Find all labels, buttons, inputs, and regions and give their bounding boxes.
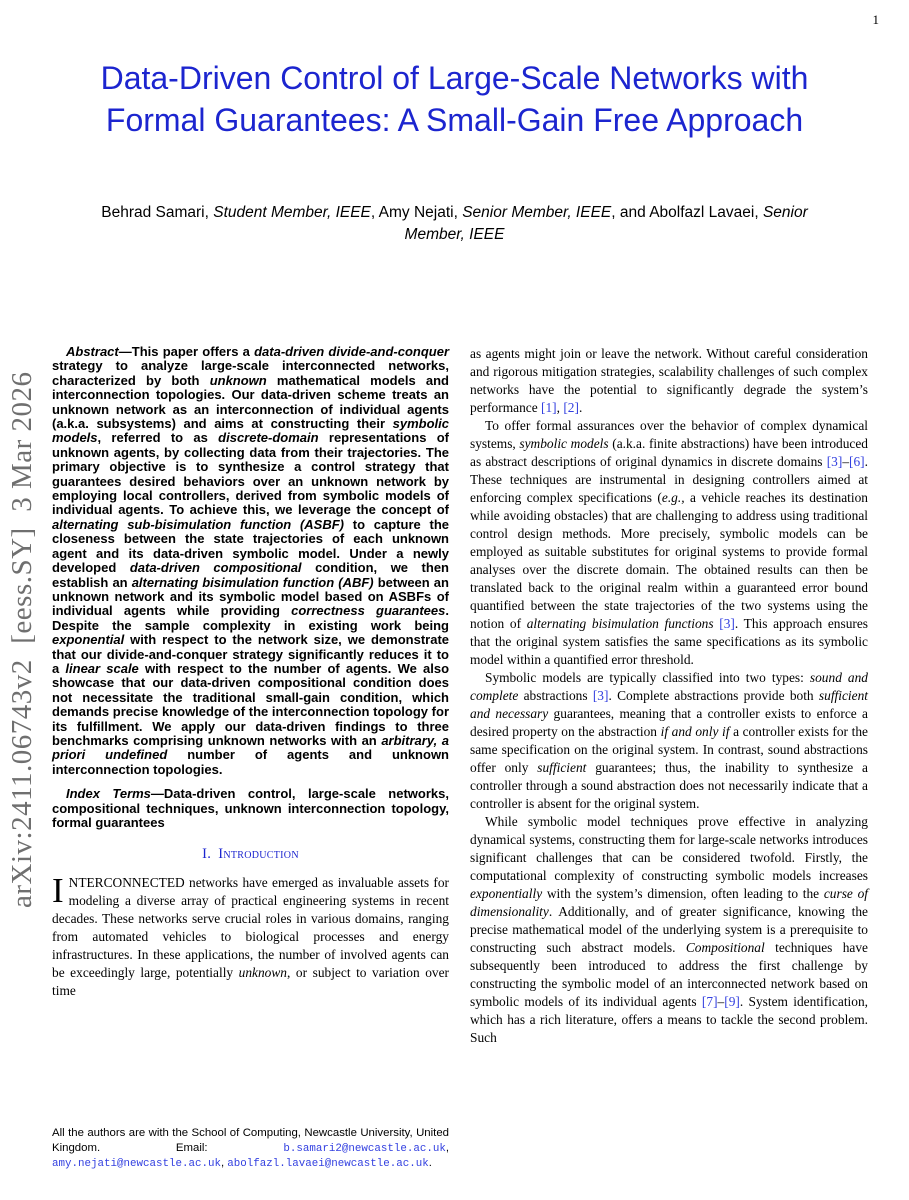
- text-run: linear scale: [65, 660, 139, 676]
- text-run: .: [578, 400, 583, 415]
- citation-link[interactable]: [3]: [592, 688, 609, 703]
- text-run: Student Member, IEEE: [213, 204, 371, 221]
- text-run: Compositional: [685, 940, 765, 955]
- text-run: . Additionally, and of greater significance, knowing the precise mathematical model of the underlying system is a prerequisite to constructing such abstract models.: [470, 904, 868, 955]
- text-run: alternating bisimulation function (ABF): [131, 574, 374, 590]
- text-run: e.g.,: [661, 490, 685, 505]
- text-run: alternating bisimulation functions: [526, 616, 714, 631]
- text-run: a controller exists for the same specification on the original system. In contrast, sound abstractions offer only: [470, 724, 868, 775]
- text-run: techniques have subsequently been introduced to address the first challenge by constructing the symbolic model of an interconnected network based on symbolic models of its individual agents: [470, 940, 868, 1009]
- text-run: exponential: [52, 632, 125, 648]
- text-run: condition, we then establish an: [52, 560, 449, 590]
- text-run: . Despite the sample complexity in existing work being: [52, 603, 449, 633]
- text-run: Index Terms: [66, 786, 151, 802]
- section-heading-introduction: [52, 846, 449, 863]
- text-run: representations of unknown agents, by collecting data from their trajectories. The primary objective is to synthesize a control strategy that guarantees desired behaviors over an unknown network by employing local controllers, derived from symbolic models of individual agents. To achieve this, we leverage the concept of: [52, 430, 449, 518]
- page-number: 1: [872, 12, 879, 27]
- text-run: ,: [220, 1157, 228, 1169]
- email-link[interactable]: abolfazl.lavaei@newcastle.ac.uk: [227, 1158, 429, 1170]
- citation-link[interactable]: [3]: [719, 616, 735, 631]
- text-run: . This approach ensures that the original system satisfies the same specifications as its symbolic model within a quantified error threshold.: [470, 616, 869, 667]
- column-left: [52, 345, 449, 1000]
- text-run: between an unknown network and its symbolic model based on ASBFs of individual agents while providing: [52, 574, 449, 619]
- column-right: [470, 345, 868, 1047]
- text-run: exponentially: [470, 886, 543, 901]
- paper-title: Data-Driven Control of Large-Scale Networks with Formal Guarantees: A Small-Gain Free Approach: [100, 60, 809, 138]
- body-paragraph: [470, 813, 868, 1047]
- text-run: abstractions: [518, 688, 593, 703]
- body-paragraph: [470, 345, 868, 417]
- text-run: mathematical models and interconnection topologies. Our data-driven scheme treats an unknown network as an interconnection of individual agents (a.k.a. subsystems) and aims at constructing their: [52, 372, 449, 432]
- text-run: data-driven compositional: [129, 560, 302, 576]
- text-run: NTERCONNECTED networks have emerged as invaluable assets for modeling a diverse array of practical engineering systems in recent decades. These networks serve crucial roles in various domains, ranging from automated vehicles to biological processes and energy infrastructures. In these applications, the number of involved agents can be exceedingly large, potentially: [52, 875, 449, 981]
- text-run: ,: [445, 1141, 449, 1154]
- citation-link[interactable]: [6]: [849, 454, 865, 469]
- body-paragraph: [470, 417, 868, 669]
- text-run: Abstract: [66, 344, 119, 359]
- text-run: sufficient: [537, 760, 587, 775]
- text-run: . Complete abstractions provide both: [608, 688, 819, 703]
- citation-link[interactable]: [9]: [724, 994, 740, 1009]
- text-run: guarantees; thus, the inability to synthesize a controller through a sound abstraction does not necessarily indicate that a controller is absent for the original system.: [470, 760, 869, 811]
- text-run: with the system’s dimension, often leading to the: [542, 886, 824, 901]
- authors-line: [95, 202, 814, 247]
- text-run: a vehicle reaches its destination while avoiding obstacles) that are challenging to address using traditional control design methods. More precisely, symbolic models can be employed as suitable substitutes for original systems to provide formal analyses over the discrete domain. The obtained results can then be translated back to the original realm within a guaranteed error bound quantified between the state trajectories of the two systems using the notion of: [470, 490, 868, 631]
- abstract-paragraph: [52, 345, 449, 777]
- section-title: Introduction: [218, 846, 299, 863]
- intro-paragraph: [52, 871, 449, 1000]
- citation-link[interactable]: [7]: [701, 994, 718, 1009]
- text-run: , referred to as: [97, 430, 219, 446]
- text-run: guarantees, meaning that a controller exists to enforce a desired property on the abstraction: [470, 706, 868, 739]
- text-run: –: [842, 454, 850, 469]
- citation-link[interactable]: [1]: [541, 400, 557, 415]
- text-run: with respect to the network size, we demonstrate that our divide-and-conquer strategy significantly reduces it to a: [52, 632, 449, 676]
- text-run: —This paper offers a: [118, 344, 255, 359]
- text-run: Behrad Samari,: [101, 204, 214, 221]
- text-run: –: [717, 994, 725, 1009]
- text-run: with respect to the number of agents. We also showcase that our data-driven compositional condition does not necessitate the traditional small-gain condition, which demands precise knowledge of the interconnection topology for its fulfillment. We apply our data-driven findings to three benchmarks comprising unknown networks with an: [52, 660, 450, 748]
- text-run: —Data-driven control, large-scale networks, compositional techniques, unknown interconnection topology, formal guarantees: [52, 786, 449, 830]
- text-run: number of agents and unknown interconnection topologies.: [52, 747, 449, 777]
- text-run: (a.k.a. finite abstractions) have been introduced as abstract descriptions of original dynamics in discrete domains: [470, 436, 869, 469]
- text-run: unknown: [209, 372, 267, 388]
- citation-link[interactable]: [3]: [826, 454, 843, 469]
- text-run: While symbolic model techniques prove effective in analyzing dynamical systems, constructing them for large-scale networks introduces significant challenges that can be considered twofold. Firstly, the computational complexity of constructing symbolic models increases: [470, 814, 868, 883]
- text-run: , Amy Nejati,: [370, 204, 463, 221]
- text-run: All the authors are with the School of Computing, Newcastle University, United Kingdom. Email:: [52, 1127, 449, 1154]
- text-run: strategy to analyze large-scale interconnected networks, characterized by both: [52, 358, 449, 388]
- body-paragraph: [470, 669, 868, 813]
- text-run: data-driven divide-and-conquer: [254, 344, 449, 359]
- drop-cap: I: [52, 871, 64, 911]
- text-run: as agents might join or leave the network. Without careful consideration and rigorous mitigation strategies, scalability challenges of such complex networks have the potential to significantly degrade the system’s performance: [470, 346, 868, 415]
- text-run: discrete-domain: [218, 430, 319, 446]
- text-run: correctness guarantees: [291, 603, 446, 619]
- text-run: ,: [556, 400, 564, 415]
- text-run: if and only if: [660, 724, 730, 739]
- index-terms-paragraph: [52, 787, 449, 830]
- text-run: .: [428, 1157, 432, 1169]
- citation-link[interactable]: [2]: [563, 400, 579, 415]
- text-run: , and Abolfazl Lavaei,: [611, 204, 763, 221]
- text-run: symbolic models: [52, 416, 449, 446]
- text-run: symbolic models: [519, 436, 609, 451]
- text-run: . System identification, which has a rich literature, offers a means to tackle the second problem. Such: [470, 994, 869, 1045]
- text-run: to capture the closeness between the state trajectories of each unknown agent and its data-driven symbolic model. Under a newly developed: [52, 516, 449, 576]
- text-run: Senior Member, IEEE: [462, 204, 612, 221]
- text-run: sound and complete: [470, 670, 868, 703]
- text-run: . These techniques are instrumental in designing controllers aimed at enforcing complex specifications (: [470, 454, 868, 505]
- text-run: sufficient and necessary: [470, 688, 868, 721]
- author-footnote: [52, 1126, 449, 1172]
- text-run: unknown: [238, 965, 288, 981]
- email-link[interactable]: b.samari2@newcastle.ac.uk: [283, 1142, 446, 1155]
- text-run: Senior Member, IEEE: [404, 204, 808, 244]
- text-run: Symbolic models are typically classified into two types:: [485, 670, 810, 685]
- email-link[interactable]: amy.nejati@newcastle.ac.uk: [52, 1158, 221, 1170]
- arxiv-watermark: arXiv:2411.06743v2 [eess.SY] 3 Mar 2026: [6, 371, 38, 908]
- section-number: I.: [202, 846, 212, 863]
- text-run: alternating sub-bisimulation function (ASBF): [52, 516, 345, 532]
- text-run: , or subject to variation over time: [52, 965, 449, 999]
- text-run: curse of dimensionality: [470, 886, 868, 919]
- text-run: To offer formal assurances over the behavior of complex dynamical systems,: [470, 418, 868, 451]
- text-run: arbitrary, a priori undefined: [52, 732, 449, 763]
